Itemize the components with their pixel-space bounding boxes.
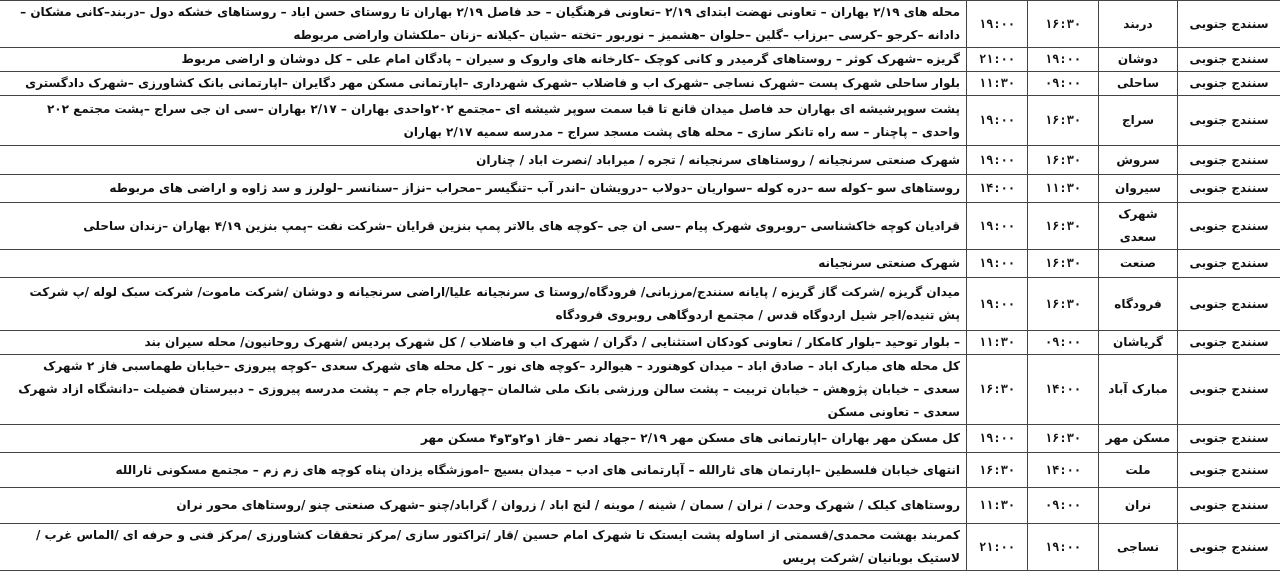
end-time-cell: ۱۹:۰۰ [967, 96, 1028, 146]
region-cell: سنندج جنوبی [1178, 250, 1280, 278]
area-cell: دوشان [1099, 48, 1178, 72]
table-row [0, 96, 1280, 146]
start-time-cell: ۱۶:۳۰ [1028, 96, 1099, 146]
affected-locations-cell: روستاهای سو –کوله سه –دره کوله –سواریان –دولاب –درویشان –اندر آب –تنگیسر –محراب –نزاز –سنانسر –لولرز و سد ژاوه و اراضی های مربوطه [0, 175, 967, 203]
table-row [0, 203, 1280, 250]
affected-locations-cell: میدان گریزه /شرکت گاز گریزه / پایانه سنندج/مرزبانی/ فرودگاه/روستا ی سرنجیانه علیا/اراضی سرنجیانه و دوشان /شرکت ماموت/ شرکت سبک لوله /پ شرکت پش تنیده/اجر شیل اردوگاه قدس / مجتمع اردوگاهی روبروی فرودگاه [0, 278, 967, 331]
area-cell: سراج [1099, 96, 1178, 146]
table-row [0, 278, 1280, 331]
area-cell: شهرک سعدی [1099, 203, 1178, 250]
end-time-cell: ۱۹:۰۰ [967, 250, 1028, 278]
region-cell: سنندج جنوبی [1178, 48, 1280, 72]
table-row [0, 453, 1280, 488]
region-cell: سنندج جنوبی [1178, 96, 1280, 146]
region-cell: سنندج جنوبی [1178, 524, 1280, 571]
affected-locations-cell: شهرک صنعتی سرنجیانه / روستاهای سرنجیانه / تجره / میراباد /نصرت اباد / چناران [0, 146, 967, 175]
affected-locations-cell: روستاهای کیلک / شهرک وحدت / نران / سمان / شینه / موینه / لنج اباد / زروان / گراباد/چنو –شهرک صنعتی چنو /روستاهای محور نران [0, 488, 967, 524]
area-cell: ملت [1099, 453, 1178, 488]
table-row [0, 250, 1280, 278]
table-row [0, 524, 1280, 571]
start-time-cell: ۱۶:۳۰ [1028, 278, 1099, 331]
start-time-cell: ۱۹:۰۰ [1028, 48, 1099, 72]
end-time-cell: ۱۹:۰۰ [967, 1, 1028, 48]
start-time-cell: ۱۹:۰۰ [1028, 524, 1099, 571]
area-cell: ساحلی [1099, 72, 1178, 96]
table-row [0, 355, 1280, 425]
start-time-cell: ۱۶:۳۰ [1028, 1, 1099, 48]
end-time-cell: ۱۹:۰۰ [967, 203, 1028, 250]
table-row [0, 488, 1280, 524]
area-cell: مسکن مهر [1099, 425, 1178, 453]
region-cell: سنندج جنوبی [1178, 355, 1280, 425]
area-cell: صنعت [1099, 250, 1178, 278]
end-time-cell: ۱۱:۳۰ [967, 331, 1028, 355]
start-time-cell: ۱۶:۳۰ [1028, 203, 1099, 250]
area-cell: فرودگاه [1099, 278, 1178, 331]
start-time-cell: ۱۴:۰۰ [1028, 355, 1099, 425]
region-cell: سنندج جنوبی [1178, 175, 1280, 203]
area-cell: مبارک آباد [1099, 355, 1178, 425]
start-time-cell: ۱۶:۳۰ [1028, 250, 1099, 278]
affected-locations-cell: کمربند بهشت محمدی/قسمتی از اساوله پشت ایستک تا شهرک امام حسین /قار /تراکتور سازی /مرکز تحققات کشاورزی /مرکز فنی و حرفه ای /الماس غرب /لاستیک بوبانیان /شرکت پریس [0, 524, 967, 571]
region-cell: سنندج جنوبی [1178, 331, 1280, 355]
start-time-cell: ۰۹:۰۰ [1028, 488, 1099, 524]
end-time-cell: ۱۱:۳۰ [967, 488, 1028, 524]
end-time-cell: ۱۹:۰۰ [967, 278, 1028, 331]
area-cell: دربند [1099, 1, 1178, 48]
region-cell: سنندج جنوبی [1178, 425, 1280, 453]
region-cell: سنندج جنوبی [1178, 453, 1280, 488]
end-time-cell: ۱۴:۰۰ [967, 175, 1028, 203]
affected-locations-cell: کل مسکن مهر بهاران –اپارتمانی های مسکن مهر ۲/۱۹ –جهاد نصر –فاز ۱و۲و۳و۴ مسکن مهر [0, 425, 967, 453]
affected-locations-cell: کل محله های مبارک اباد – صادق اباد – میدان کوهنورد – هیوالرد –کوچه های نور – کل محله های شهرک سعدی –کوچه پیروزی –خیابان طهماسبی فاز ۲ شهرک سعدی – خیابان پژوهش – خیابان تربیت – پشت سالن ورزشی بانک ملی شالمان –چهارراه جام جم – پشت مدرسه پیروزی – دبیرستان فضیلت –دانشگاه ازاد شهرک سعدی – تعاونی مسکن [0, 355, 967, 425]
affected-locations-cell: محله های ۲/۱۹ بهاران – تعاونی نهضت ابتدای ۲/۱۹ –تعاونی فرهنگیان – حد فاصل ۲/۱۹ بهاران تا روستای حسن اباد – روستاهای خشکه دول –دربند–کانی مشکان –دادانه –کرجو –کرسی –برزاب –گلین –حلوان –هشمیز – نوربور –تخته –شیان –کیلانه –زنان –ملکشان واراضی مربوطه [0, 1, 967, 48]
table-row [0, 72, 1280, 96]
start-time-cell: ۱۶:۳۰ [1028, 425, 1099, 453]
area-cell: گریاشان [1099, 331, 1178, 355]
table-row [0, 175, 1280, 203]
table-row [0, 331, 1280, 355]
region-cell: سنندج جنوبی [1178, 278, 1280, 331]
affected-locations-cell: گریزه –شهرک کوثر – روستاهای گرمیدر و کانی کوچک –کارخانه های واروک و سیران – پادگان امام علی – کل دوشان و اراضی مربوط [0, 48, 967, 72]
affected-locations-cell: شهرک صنعتی سرنجیانه [0, 250, 967, 278]
table-row [0, 146, 1280, 175]
table-row [0, 48, 1280, 72]
table-row [0, 425, 1280, 453]
region-cell: سنندج جنوبی [1178, 1, 1280, 48]
area-cell: نران [1099, 488, 1178, 524]
affected-locations-cell: پشت سوپرشیشه ای بهاران حد فاصل میدان قانع تا قبا سمت سوپر شیشه ای –مجتمع ۲۰۲واحدی بهاران – ۲/۱۷ بهاران –سی ان جی سراج –پشت مجتمع ۲۰۲ واحدی – پاچنار – سه راه تانکر سازی – محله های پشت مسجد سراج – مدرسه سمیه ۲/۱۷ بهاران [0, 96, 967, 146]
end-time-cell: ۱۹:۰۰ [967, 146, 1028, 175]
region-cell: سنندج جنوبی [1178, 146, 1280, 175]
end-time-cell: ۲۱:۰۰ [967, 524, 1028, 571]
area-cell: سروش [1099, 146, 1178, 175]
affected-locations-cell: قرادیان کوچه خاکشناسی –روبروی شهرک پیام –سی ان جی –کوچه های بالاتر پمپ بنزین قرایان –شرکت نفت –پمپ بنزین ۴/۱۹ بهاران –زندان ساحلی [0, 203, 967, 250]
affected-locations-cell: انتهای خیابان فلسطین –اپارتمان های ثارالله – آپارتمانی های ادب – میدان بسیج –اموزشگاه یزدان پناه کوچه های زم زم – مجتمع مسکونی ثارالله [0, 453, 967, 488]
region-cell: سنندج جنوبی [1178, 203, 1280, 250]
area-cell: نساجی [1099, 524, 1178, 571]
end-time-cell: ۱۶:۳۰ [967, 355, 1028, 425]
area-cell: سیروان [1099, 175, 1178, 203]
end-time-cell: ۱۹:۰۰ [967, 425, 1028, 453]
region-cell: سنندج جنوبی [1178, 488, 1280, 524]
table-row [0, 1, 1280, 48]
region-cell: سنندج جنوبی [1178, 72, 1280, 96]
start-time-cell: ۱۶:۳۰ [1028, 146, 1099, 175]
end-time-cell: ۲۱:۰۰ [967, 48, 1028, 72]
end-time-cell: ۱۱:۳۰ [967, 72, 1028, 96]
end-time-cell: ۱۶:۳۰ [967, 453, 1028, 488]
start-time-cell: ۰۹:۰۰ [1028, 331, 1099, 355]
start-time-cell: ۱۱:۳۰ [1028, 175, 1099, 203]
start-time-cell: ۱۴:۰۰ [1028, 453, 1099, 488]
start-time-cell: ۰۹:۰۰ [1028, 72, 1099, 96]
affected-locations-cell: بلوار ساحلی شهرک پست –شهرک نساجی –شهرک اب و فاضلاب –شهرک شهرداری –اپارتمانی مسکن مهر دگایران –اپارتمانی بانک کشاورزی –شهرک دادگستری [0, 72, 967, 96]
affected-locations-cell: – بلوار توحید –بلوار کامکار / تعاونی کودکان استثنایی / دگران / شهرک اب و فاضلاب / کل شهرک پردیس /شهرک روحانیون/ محله سیران بند [0, 331, 967, 355]
